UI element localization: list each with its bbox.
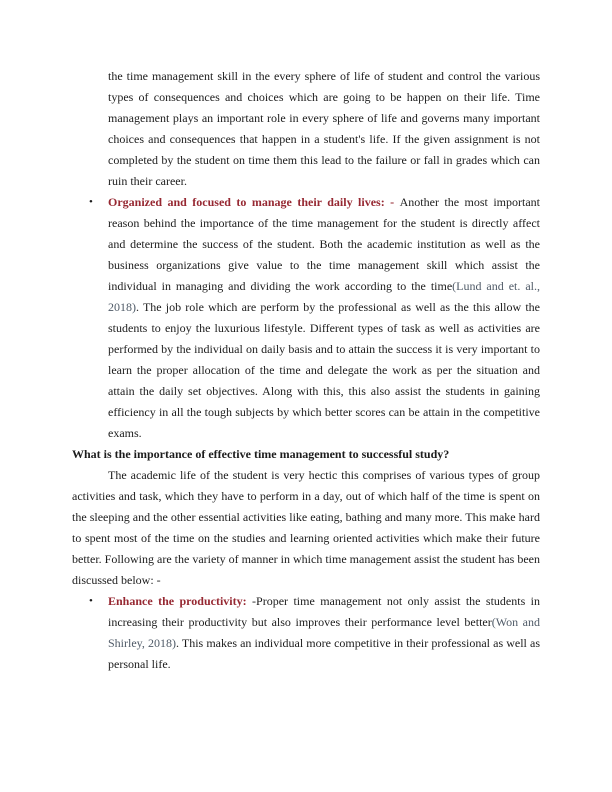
paragraph-academic-life	[72, 465, 540, 591]
citation-text: (Lund and et. al., 2018)	[108, 279, 540, 314]
body-text: . The job role which are perform by the professional as well as the this allow the students to enjoy the luxurious lifestyle. Different types of task as well as activities are performed by the individual on daily basis and to attain the success it is very important to learn the proper allocation of the time and delegate the work as per the situation and attain the daily set objectives. Along with this, this also assist the students in gaining efficiency in all the tough subjects by which better scores can be attain in the competitive exams.	[108, 300, 540, 440]
bullet-lead-text: Organized and focused to manage their daily lives: -	[108, 195, 400, 209]
heading-text: What is the importance of effective time management to successful study?	[72, 447, 450, 461]
body-text: Another the most important reason behind the importance of the time management for the student is directly affect and determine the success of the student. Both the academic institution as well as the business organizations give value to the time management skill which assist the individual in managing and dividing the work according to the time	[108, 195, 540, 293]
bullet-item-enhance-productivity	[89, 591, 540, 675]
body-text: -Proper time management not only assist the students in increasing their productivity but also improves their performance level better	[108, 594, 540, 629]
citation-text: (Won and Shirley, 2018)	[108, 615, 540, 650]
paragraph-bullet-continuation	[108, 66, 540, 192]
body-text: the time management skill in the every sphere of life of student and control the various types of consequences and choices which are going to be happen on their life. Time management plays an important role in every sphere of life and governs many important choices and consequences that happen in a student's life. If the given assignment is not completed by the student on time them this lead to the failure or fall in grades which can ruin their career.	[108, 69, 540, 188]
bullet-marker: •	[89, 196, 93, 208]
bullet-marker: •	[89, 595, 93, 607]
bullet-lead-text: Enhance the productivity:	[108, 594, 253, 608]
body-text: The academic life of the student is very hectic this comprises of various types of group activities and task, which they have to perform in a day, out of which half of the time is spent on the sleeping and the other essential activities like eating, bathing and many more. This make hard to spent most of the time on the studies and learning oriented activities which make their future better. Following are the variety of manner in which time management assist the student has been discussed below: -	[72, 468, 540, 587]
body-text: . This makes an individual more competitive in their professional as well as personal life.	[108, 636, 540, 671]
bullet-item-organized-and-focused	[89, 192, 540, 444]
section-heading-importance-of-time-management	[72, 444, 540, 465]
page-content	[72, 66, 540, 675]
